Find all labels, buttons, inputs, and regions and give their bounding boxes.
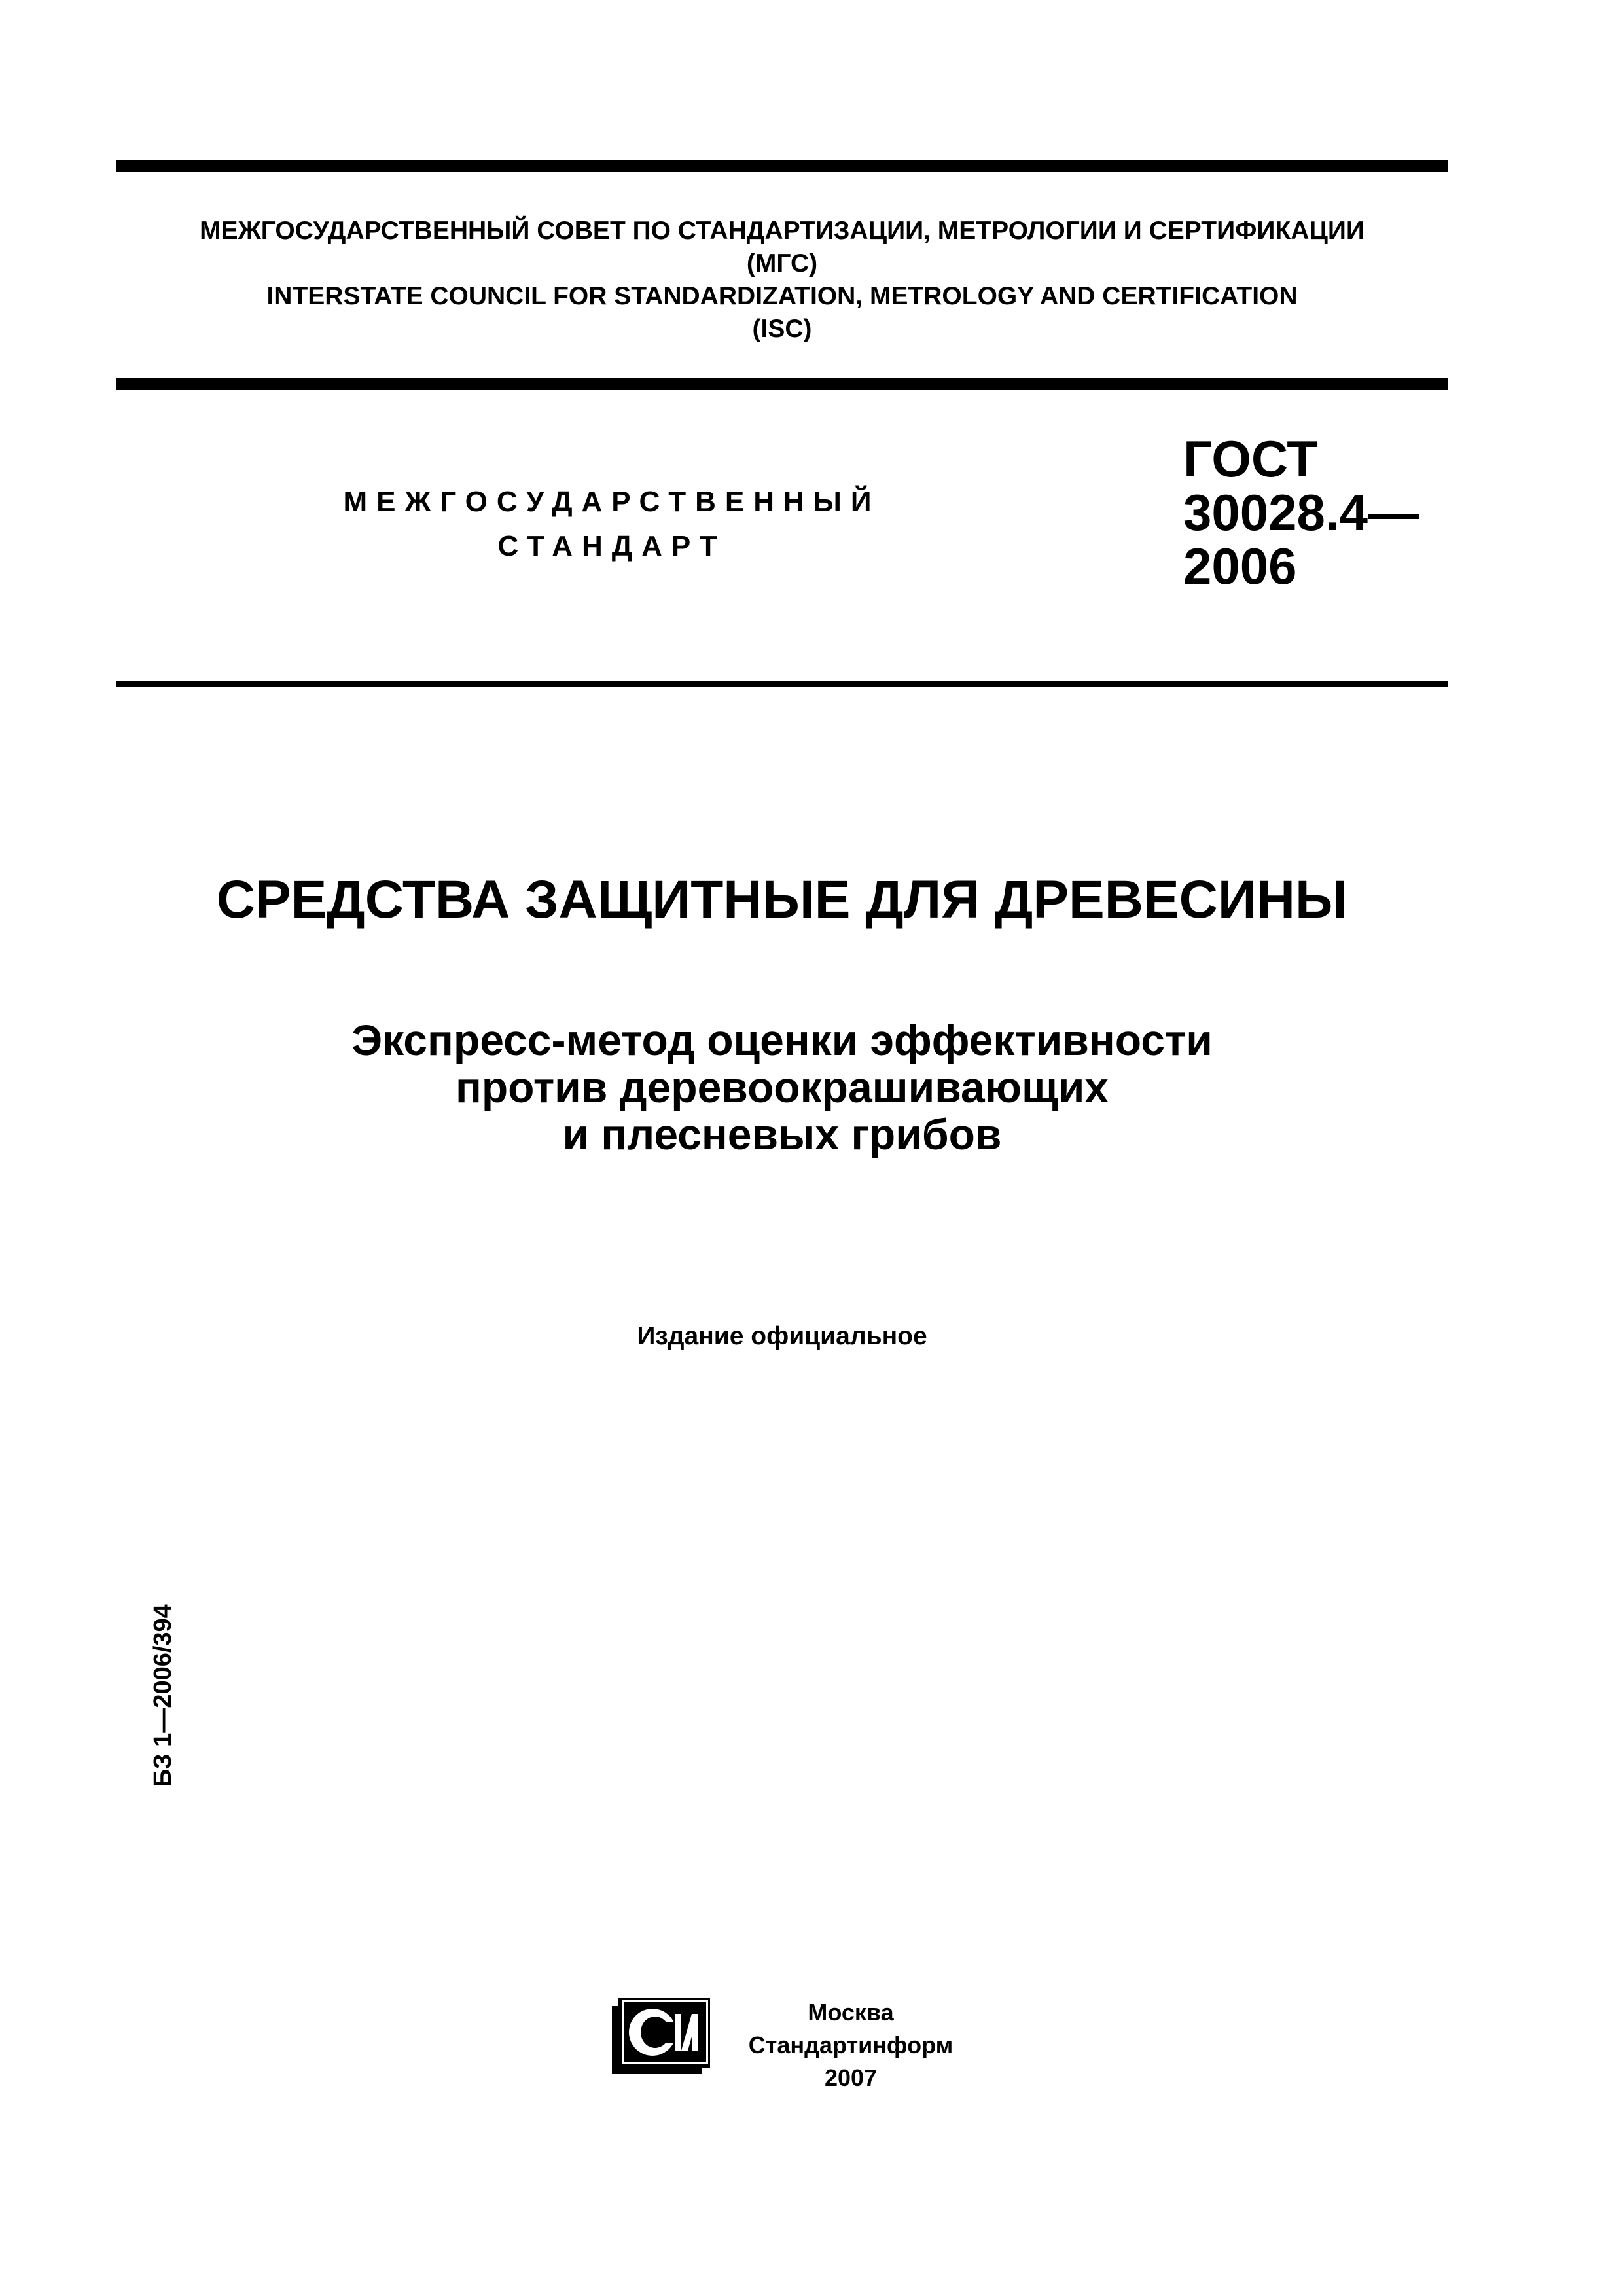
gost-number: 30028.4—	[1183, 484, 1419, 541]
council-name-ru: МЕЖГОСУДАРСТВЕННЫЙ СОВЕТ ПО СТАНДАРТИЗАЦИИ, МЕТРОЛОГИИ И СЕРТИФИКАЦИИ	[200, 217, 1364, 245]
gost-prefix: ГОСТ	[1183, 430, 1318, 488]
standard-type-line-1: МЕЖГОСУДАРСТВЕННЫЙ	[343, 486, 881, 518]
gost-year: 2006	[1183, 537, 1297, 595]
publisher-year: 2007	[824, 2064, 878, 2091]
publisher-name: Стандартинформ	[748, 2032, 954, 2058]
edition-note: Издание официальное	[637, 1322, 927, 1350]
bottom-rule	[116, 681, 1448, 687]
document-subtitle-line-2: против деревоокрашивающих	[455, 1063, 1109, 1111]
side-code: БЗ 1—2006/394	[149, 1604, 177, 1787]
council-name-en: INTERSTATE COUNCIL FOR STANDARDIZATION, METROLOGY AND CERTIFICATION	[266, 282, 1298, 310]
council-abbr-ru: (МГС)	[746, 249, 818, 278]
top-rule	[116, 160, 1448, 172]
publisher-city: Москва	[808, 1999, 894, 2026]
standartinform-logo-icon	[612, 1998, 710, 2074]
council-abbr-en: (ISC)	[752, 315, 812, 343]
standard-type-line-2: СТАНДАРТ	[497, 530, 726, 562]
gost-designation	[1183, 432, 1419, 593]
document-title: СРЕДСТВА ЗАЩИТНЫЕ ДЛЯ ДРЕВЕСИНЫ	[216, 870, 1348, 929]
middle-rule	[116, 378, 1448, 390]
document-subtitle-line-1: Экспресс-метод оценки эффективности	[351, 1016, 1213, 1064]
document-subtitle-line-3: и плесневых грибов	[562, 1110, 1002, 1158]
